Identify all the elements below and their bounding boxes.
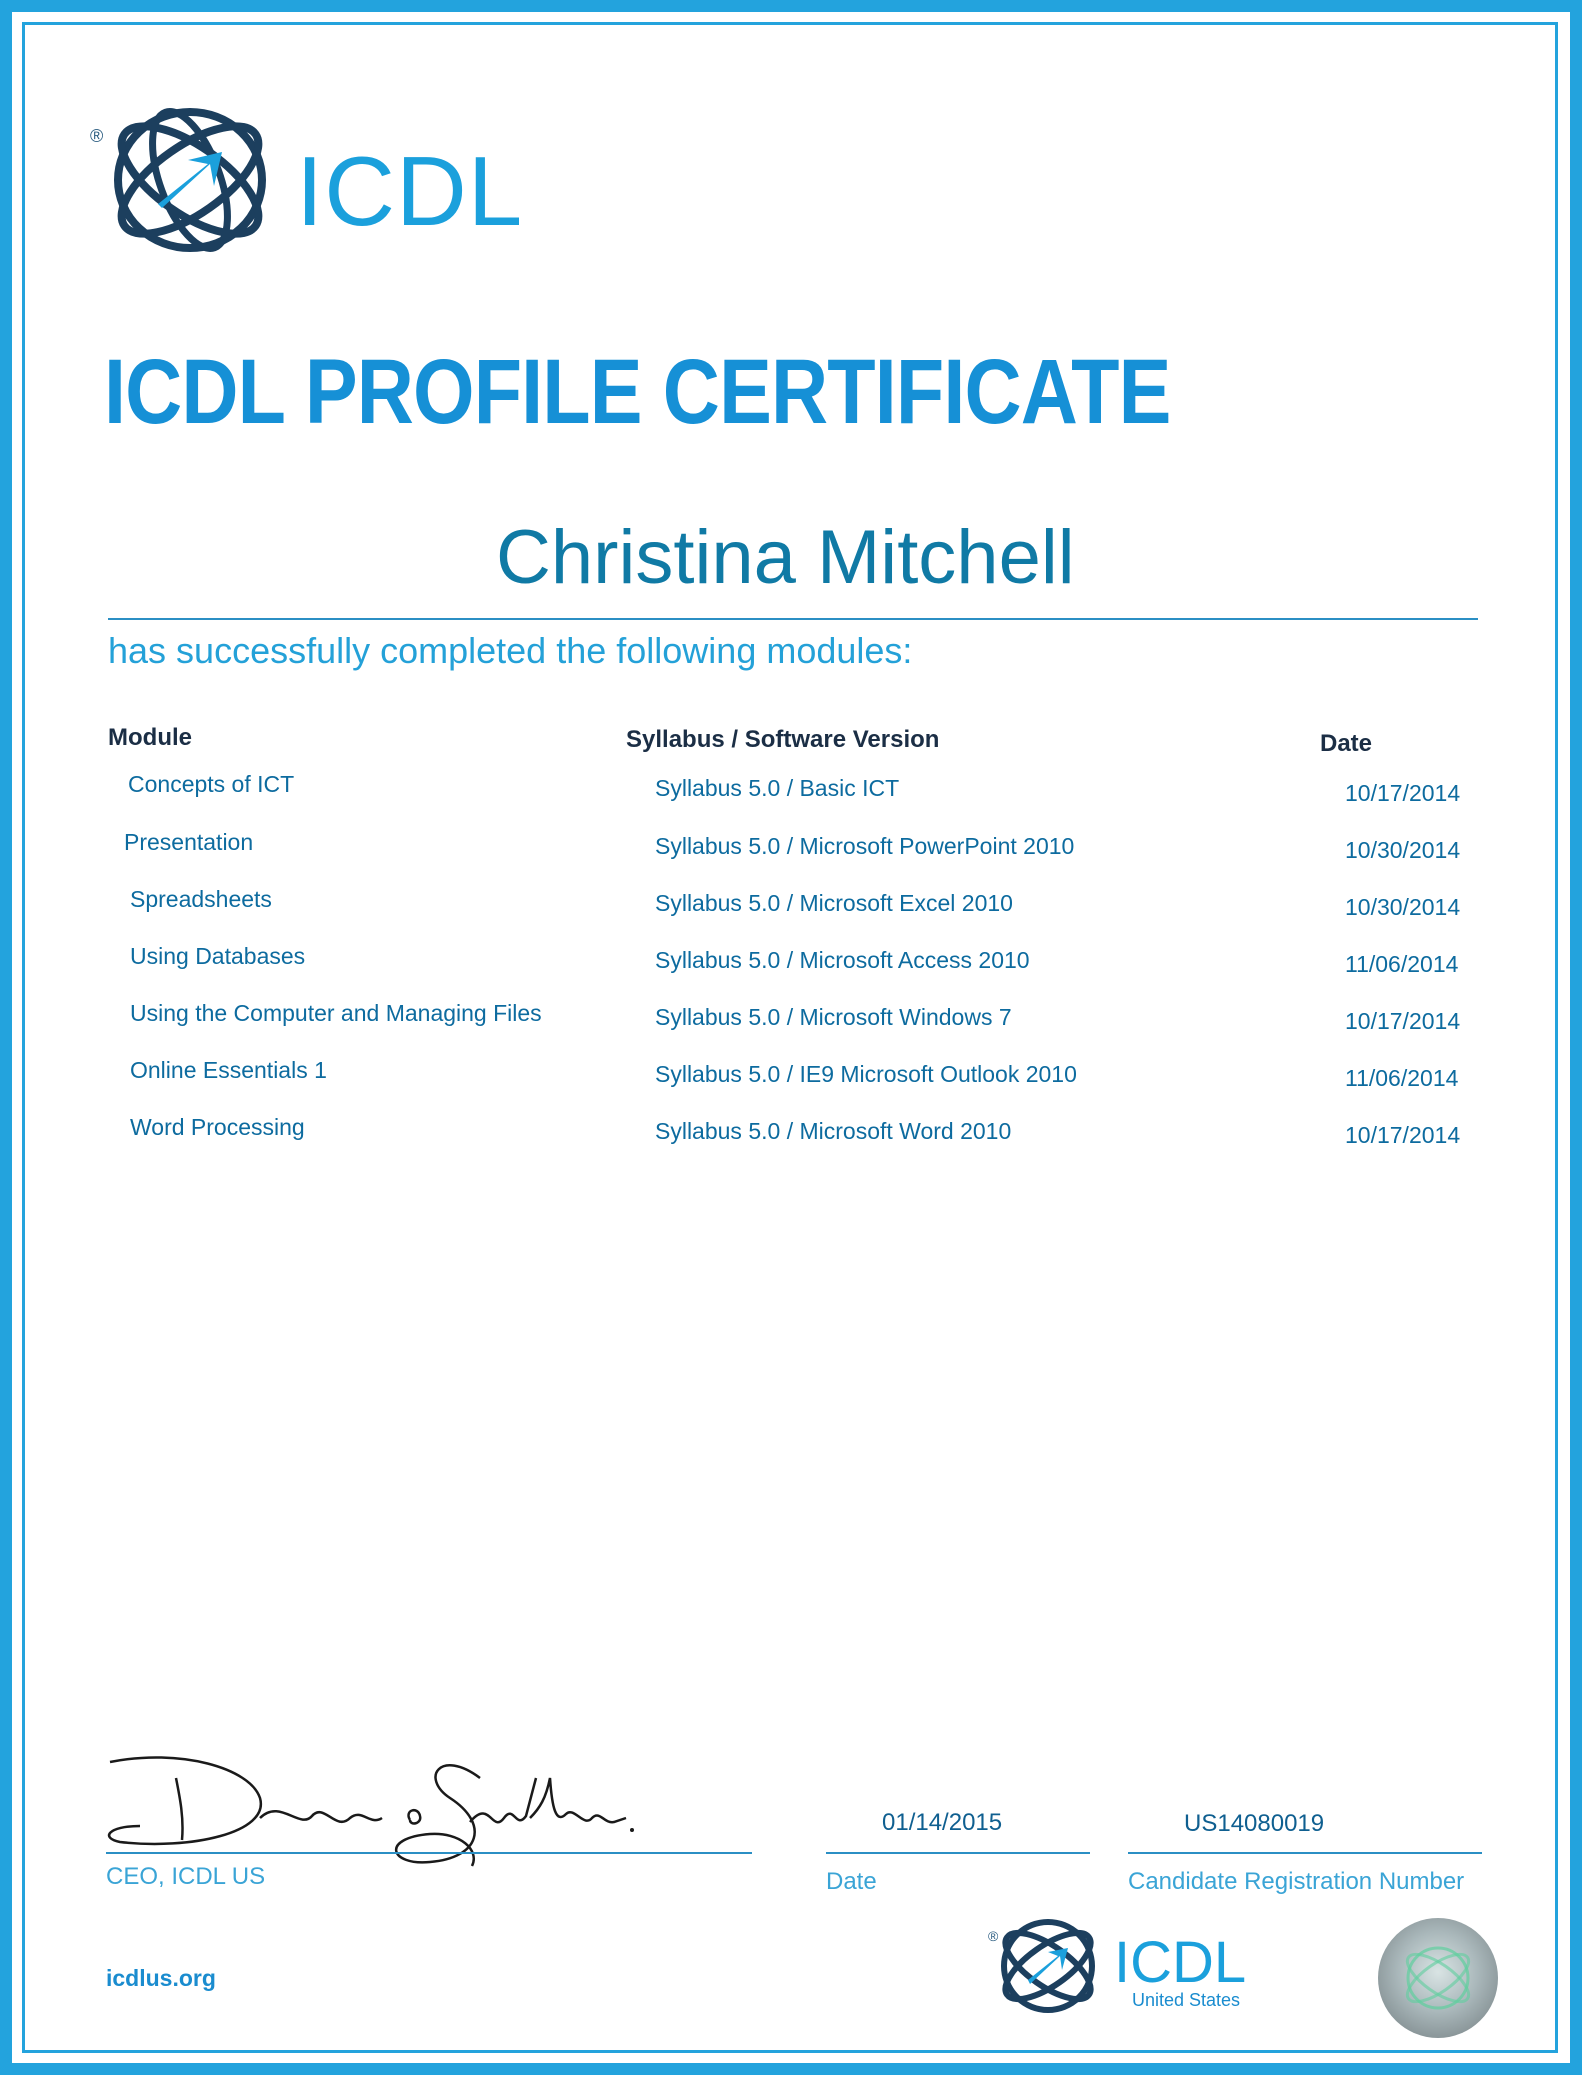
signer-caption: CEO, ICDL US	[106, 1863, 266, 1890]
date-cell: 10/17/2014	[1345, 1008, 1461, 1034]
date-cell: 10/17/2014	[1345, 1122, 1461, 1148]
footer-logo-country: United States	[1132, 1990, 1241, 2010]
module-cell: Using Databases	[130, 943, 306, 969]
module-cell: Online Essentials 1	[130, 1057, 327, 1083]
date-column-header: Date	[1320, 730, 1373, 757]
issue-date-value: 01/14/2015	[882, 1809, 1003, 1836]
website-link[interactable]: icdlus.org	[106, 1965, 216, 1991]
certificate-title: ICDL PROFILE CERTIFICATE	[104, 341, 1171, 443]
registration-number-value: US14080019	[1184, 1810, 1325, 1837]
syllabus-cell: Syllabus 5.0 / Microsoft Windows 7	[655, 1004, 1012, 1030]
date-cell: 10/30/2014	[1345, 837, 1461, 863]
registered-mark: ®	[90, 126, 104, 146]
candidate-name: Christina Mitchell	[496, 515, 1075, 600]
syllabus-cell: Syllabus 5.0 / Basic ICT	[655, 775, 900, 801]
footer-logo-wordmark: ICDL	[1114, 1930, 1247, 1995]
date-cell: 10/30/2014	[1345, 894, 1461, 920]
module-cell: Using the Computer and Managing Files	[130, 1000, 542, 1026]
name-underline	[108, 618, 1478, 620]
logo-wordmark: ICDL	[296, 136, 524, 246]
syllabus-cell: Syllabus 5.0 / Microsoft PowerPoint 2010	[655, 833, 1075, 859]
issue-date-caption: Date	[826, 1868, 877, 1895]
module-cell: Presentation	[124, 829, 254, 855]
footer-registered-mark: ®	[988, 1928, 999, 1944]
module-column-header: Module	[108, 724, 192, 751]
hologram-seal-icon	[1376, 1916, 1500, 2040]
date-cell: 11/06/2014	[1345, 951, 1459, 977]
syllabus-cell: Syllabus 5.0 / Microsoft Word 2010	[655, 1118, 1012, 1144]
syllabus-cell: Syllabus 5.0 / Microsoft Access 2010	[655, 947, 1030, 973]
module-cell: Word Processing	[130, 1114, 305, 1140]
date-cell: 10/17/2014	[1345, 780, 1461, 806]
module-cell: Concepts of ICT	[128, 771, 295, 797]
syllabus-cell: Syllabus 5.0 / Microsoft Excel 2010	[655, 890, 1013, 916]
syllabus-column-header: Syllabus / Software Version	[626, 726, 940, 753]
date-line	[826, 1852, 1090, 1854]
module-cell: Spreadsheets	[130, 886, 272, 912]
registration-caption: Candidate Registration Number	[1128, 1868, 1465, 1895]
date-cell: 11/06/2014	[1345, 1065, 1459, 1091]
footer-icdl-globe-icon	[996, 1916, 1100, 2016]
syllabus-cell: Syllabus 5.0 / IE9 Microsoft Outlook 2010	[655, 1061, 1077, 1087]
completion-subtitle: has successfully completed the following modules:	[108, 630, 913, 671]
icdl-globe-icon	[102, 104, 278, 256]
signature-line	[106, 1852, 752, 1854]
registration-line	[1128, 1852, 1482, 1854]
